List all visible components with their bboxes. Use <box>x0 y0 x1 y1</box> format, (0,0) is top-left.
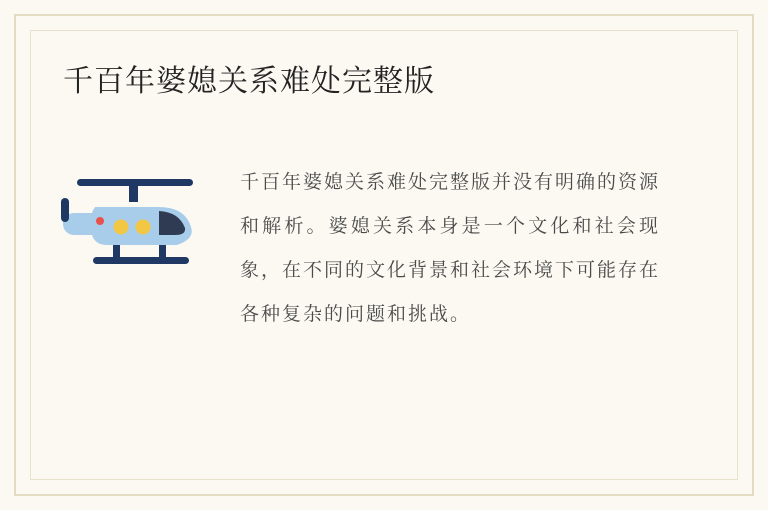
article-content <box>55 160 713 336</box>
page-title: 千百年婆媳关系难处完整版 <box>63 64 435 99</box>
helicopter-illustration <box>55 165 215 285</box>
article-body: 千百年婆媳关系难处完整版并没有明确的资源和解析。婆媳关系本身是一个文化和社会现象，在不同的文化背景和社会环境下可能存在各种复杂的问题和挑战。 <box>240 171 661 325</box>
